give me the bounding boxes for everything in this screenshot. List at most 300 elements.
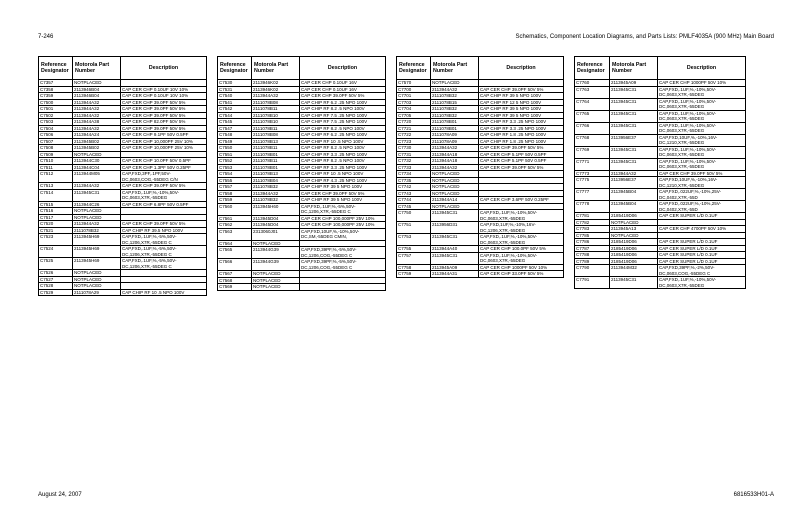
ref-designator-cell: C7753 <box>397 234 431 246</box>
part-number-cell: NOTPLACED <box>252 271 300 278</box>
table-row <box>575 158 746 170</box>
table-row <box>575 265 746 277</box>
ref-designator-cell: C7789 <box>575 258 610 265</box>
description-cell: CAP CHIP RF 7.5 .25 NPO 100V <box>300 119 386 126</box>
table-row <box>575 146 746 158</box>
ref-designator-cell: C7520 <box>39 221 73 228</box>
part-number-cell: 2113944A32 <box>73 221 121 228</box>
ref-designator-cell: C7526 <box>39 270 73 277</box>
page-header-title <box>516 34 774 40</box>
description-cell: CAP,FXD,.1UF,%,-5%,50V-DC,1206,X7R,-55DEG C <box>300 203 386 215</box>
description-cell: CAP,FXD,.022UF,%,-10%,25V-DC,0402,X7R,-55D <box>658 201 746 213</box>
part-number-cell: 2111078B08 <box>252 99 300 106</box>
ref-designator-cell: C7735 <box>397 177 431 184</box>
description-cell: CAP CHIP RF 10 .5 NPO 100V <box>300 138 386 145</box>
ref-designator-cell: C7501 <box>39 106 73 113</box>
part-number-cell: 2113944A24 <box>73 132 121 139</box>
part-number-cell: 2113945B02 <box>73 138 121 145</box>
part-number-cell: 2113944A32 <box>431 86 479 93</box>
ref-designator-cell: C7552 <box>218 158 252 165</box>
part-number-cell: 2111078B01 <box>252 151 300 158</box>
part-number-cell: 2113946K02 <box>252 80 300 87</box>
part-number-cell: 2113945C31 <box>431 252 479 264</box>
header-reference-designator: Reference Designator <box>218 57 252 80</box>
description-cell: CAP CHIP RF 39 5 NPO 100V <box>479 93 564 100</box>
ref-designator-cell: C7517 <box>39 214 73 221</box>
header-motorola-part-number: Motorola Part Number <box>73 57 121 80</box>
description-cell: CAP,FXD,39PF,%,-5%,50V-DC,1206,COG,-55DEG C <box>300 247 386 259</box>
ref-designator-cell: C7570 <box>397 80 431 87</box>
ref-designator-cell: C7528 <box>39 283 73 290</box>
table-row <box>39 189 207 201</box>
description-cell: CAP CER CHP 4700PF 50V 10% <box>658 226 746 233</box>
part-number-cell: 2111078B10 <box>252 119 300 126</box>
description-cell: CAP CER SUPER L/D 0.1UF <box>658 245 746 252</box>
part-number-cell: 2113944A38 <box>73 119 121 126</box>
description-cell: CAP,FXD,.1UF,%,-10%,50V-DC,0603,X7R,-55DEG <box>479 252 564 264</box>
part-number-cell: 2113944A32 <box>431 145 479 152</box>
description-cell: CAP CHIP RF 7.5 .25 NPO 100V <box>300 112 386 119</box>
description-cell: CAP,FXD,.1UF,%,-5%,50V-DC,1206,X7R,-55DEG C <box>121 258 207 270</box>
description-cell: CAP CHIP RF 1.8 .25 NPO 100V <box>479 138 564 145</box>
header-description: Description <box>300 57 386 80</box>
part-number-cell: 2111078B01 <box>431 119 479 126</box>
table-row <box>39 258 207 270</box>
part-number-cell: 2113944M32 <box>610 265 658 277</box>
header-reference-designator: Reference Designator <box>39 57 73 80</box>
ref-designator-cell: C7764 <box>575 98 610 110</box>
ref-designator-cell: C7527 <box>39 276 73 283</box>
description-cell <box>300 284 386 291</box>
ref-designator-cell: C7755 <box>397 246 431 253</box>
ref-designator-cell: C7542 <box>218 106 252 113</box>
part-number-cell: 2111078B04 <box>252 177 300 184</box>
description-cell: CAP,FXD,.1UF,%,-10%,50V-DC,0603,X7R,-55DEG <box>658 86 746 98</box>
description-cell: CAP,FXD,.1UF,%,-10%,50V-DC,0603,X7R,-55DEG <box>479 210 564 222</box>
ref-designator-cell: C7510 <box>39 158 73 165</box>
table-row <box>397 252 564 264</box>
description-cell: CAP CER CHP 0.10UF 10V 10% <box>121 86 207 93</box>
part-number-cell: 2113945C31 <box>610 158 658 170</box>
part-number-cell: 2111078B32 <box>431 112 479 119</box>
part-number-cell: 2313060J01 <box>252 228 300 240</box>
ref-designator-cell: C7358 <box>39 86 73 93</box>
description-cell: CAP CHIP RF 6.2 .25 NPO 100V <box>300 132 386 139</box>
ref-designator-cell: C7521 <box>39 227 73 234</box>
ref-designator-cell: C7730 <box>397 145 431 152</box>
ref-designator-cell: C7742 <box>397 184 431 191</box>
description-cell: CAP CHIP RF 39 5 NPO 100V <box>300 184 386 191</box>
part-number-cell: 2113945D04 <box>252 222 300 229</box>
ref-designator-cell: C7567 <box>218 271 252 278</box>
ref-designator-cell: C7769 <box>575 146 610 158</box>
table-row <box>575 110 746 122</box>
table-row <box>39 246 207 258</box>
part-number-cell: 2111078B01 <box>252 164 300 171</box>
description-cell: CAP CER SUPER L/D 0.1UF <box>658 213 746 220</box>
ref-designator-cell: C7550 <box>218 145 252 152</box>
ref-designator-cell: C7773 <box>575 170 610 177</box>
part-number-cell: 2111078B32 <box>252 197 300 204</box>
description-cell: CAP CER CHP 0.10UF 16V <box>300 86 386 93</box>
part-number-cell: 2185419D06 <box>610 213 658 220</box>
header-title: Schematics, Component Location Diagrams, and Parts Lists: <box>515 34 678 40</box>
part-number-cell: 2111078B32 <box>431 106 479 113</box>
description-cell: CAP CHIP RF 6.2 .25 NPO 100V <box>300 99 386 106</box>
table-row <box>39 234 207 246</box>
part-number-cell: 2113944M05 <box>73 171 121 183</box>
part-number-cell: NOTPLACED <box>73 270 121 277</box>
description-cell: CAP CER CHP 100,000PF 25V 10% <box>300 215 386 222</box>
ref-designator-cell: C7757 <box>397 252 431 264</box>
part-number-cell: 2111078B15 <box>431 99 479 106</box>
ref-designator-cell: C7564 <box>218 240 252 247</box>
description-cell: CAP CER CHP 10.0PF 50V 0.5PF <box>121 158 207 165</box>
description-cell: CAP CER CHP 1000PF 50V 10% <box>658 80 746 87</box>
ref-designator-cell: C7704 <box>397 106 431 113</box>
part-number-cell: 2113944A32 <box>73 106 121 113</box>
ref-designator-cell: C7765 <box>575 110 610 122</box>
ref-designator-cell: C7562 <box>218 222 252 229</box>
parts-table-2 <box>217 56 386 291</box>
part-number-cell: NOTPLACED <box>610 232 658 239</box>
parts-table-1 <box>38 56 207 296</box>
part-number-cell: 2113944A32 <box>610 170 658 177</box>
part-number-cell: NOTPLACED <box>73 276 121 283</box>
part-number-cell: 2113945C31 <box>610 122 658 134</box>
description-cell: CAP CHIP RF 39 5 NPO 100V <box>300 197 386 204</box>
ref-designator-cell: C7760 <box>575 80 610 87</box>
ref-designator-cell: C7788 <box>575 252 610 259</box>
part-number-cell: 2113946B04 <box>73 93 121 100</box>
part-number-cell: 2113944A14 <box>431 197 479 204</box>
description-cell: CAP CER CHP 0.10UF 16V <box>300 80 386 87</box>
ref-designator-cell: C7509 <box>39 151 73 158</box>
ref-designator-cell: C7783 <box>575 226 610 233</box>
ref-designator-cell: C7732 <box>397 158 431 165</box>
header-subtitle: PMLF4035A (900 MHz) Main Board <box>678 34 774 40</box>
part-number-cell: NOTPLACED <box>252 277 300 284</box>
part-number-cell: NOTPLACED <box>431 190 479 197</box>
table-row <box>575 201 746 213</box>
part-number-cell: 2113956E37 <box>610 134 658 146</box>
header-motorola-part-number: Motorola Part Number <box>252 57 300 80</box>
ref-designator-cell: C7560 <box>218 203 252 215</box>
part-number-cell: 2111078B11 <box>252 145 300 152</box>
ref-designator-cell: C7743 <box>397 190 431 197</box>
description-cell: CAP CER CHP 39.0PF 50V 5% <box>479 86 564 93</box>
description-cell: CAP CHIP RF 10 .5 NPO 100V <box>121 289 207 296</box>
ref-designator-cell: C7786 <box>575 239 610 246</box>
table-row <box>39 171 207 183</box>
ref-designator-cell: C7734 <box>397 171 431 178</box>
ref-designator-cell: C7731 <box>397 151 431 158</box>
part-number-cell: NOTPLACED <box>73 80 121 87</box>
ref-designator-cell: C7569 <box>218 284 252 291</box>
ref-designator-cell: C7511 <box>39 164 73 171</box>
part-number-cell: 2111078B32 <box>73 227 121 234</box>
part-number-cell: 2111078B11 <box>252 106 300 113</box>
part-number-cell: 2113945H60 <box>252 203 300 215</box>
ref-designator-cell: C7758 <box>397 264 431 271</box>
part-number-cell: NOTPLACED <box>73 283 121 290</box>
ref-designator-cell: C7506 <box>39 132 73 139</box>
ref-designator-cell: C7549 <box>218 138 252 145</box>
description-cell: CAP,FXD,.1UF,%,-5%,50V-DC,1206,X7R,-55DEG C <box>121 246 207 258</box>
part-number-cell: 2113945A09 <box>610 80 658 87</box>
ref-designator-cell: C7763 <box>575 86 610 98</box>
description-cell: CAP,FXD,10UF,%,-10%,16V-DC,1210,X7R,-55DEG <box>658 177 746 189</box>
ref-designator-cell: C7751 <box>397 222 431 234</box>
table-row <box>575 277 746 289</box>
ref-designator-cell: C7568 <box>218 277 252 284</box>
description-cell: CAP CER SUPER L/D 0.1UF <box>658 258 746 265</box>
ref-designator-cell: C7705 <box>397 112 431 119</box>
table-row <box>218 259 386 271</box>
ref-designator-cell: C7531 <box>218 86 252 93</box>
description-cell: CAP CHIP RF 1.8 .25 NPO 100V <box>479 132 564 139</box>
part-number-cell: 2113944G39 <box>252 259 300 271</box>
ref-designator-cell: C7545 <box>218 119 252 126</box>
part-number-cell: 2113956E37 <box>610 177 658 189</box>
header-description: Description <box>658 57 746 80</box>
table-row <box>39 289 207 296</box>
ref-designator-cell: C7502 <box>39 112 73 119</box>
table-row <box>575 134 746 146</box>
footer-date: August 24, 2007 <box>38 492 82 498</box>
part-number-cell: 2185419D06 <box>610 258 658 265</box>
part-number-cell: 2113946K02 <box>252 86 300 93</box>
part-number-cell: 2113945C31 <box>610 86 658 98</box>
description-cell: CAP CHIP RF 8.2 .5 NPO 100V <box>300 125 386 132</box>
ref-designator-cell: C7720 <box>397 119 431 126</box>
description-cell: CAP CER CHP 39.0PF 50V 5% <box>479 164 564 171</box>
description-cell: CAP CHIP RF 3.3 .25 NPO 100V <box>479 119 564 126</box>
ref-designator-cell: C7357 <box>39 80 73 87</box>
description-cell: CAP,FXD,10UF,%,-10%,16V-DC,1210,X7R,-55DEG <box>658 134 746 146</box>
description-cell: CAP CHIP RF 3.3 .25 NPO 100V <box>300 164 386 171</box>
description-cell: CAP CER SUPER L/D 0.1UF <box>658 239 746 246</box>
table-row <box>397 222 564 234</box>
part-number-cell: NOTPLACED <box>610 219 658 226</box>
description-cell: CAP,FXD,.1UF,%,-10%,50V-DC,0603,X7R,-55DEG <box>658 122 746 134</box>
ref-designator-cell: C7775 <box>575 177 610 189</box>
part-number-cell: NOTPLACED <box>73 208 121 215</box>
ref-designator-cell: C7750 <box>397 210 431 222</box>
description-cell: CAP,FXD,.1UF,%,-10%,50V-DC,0603,X7R,-55DEG <box>658 158 746 170</box>
part-number-cell: 2113945C31 <box>431 234 479 246</box>
description-cell: CAP CER CHP 39.0PF 50V 5% <box>121 106 207 113</box>
part-number-cell: 2113944A32 <box>73 183 121 190</box>
part-number-cell: 2111078B11 <box>252 158 300 165</box>
part-number-cell: NOTPLACED <box>431 177 479 184</box>
description-cell: CAP CER CHP 3.6PF 50V 0.25PF <box>479 197 564 204</box>
table-row <box>218 228 386 240</box>
table-row <box>218 247 386 259</box>
ref-designator-cell: C7541 <box>218 99 252 106</box>
ref-designator-cell: C7516 <box>39 208 73 215</box>
part-number-cell: NOTPLACED <box>73 214 121 221</box>
ref-designator-cell: C7554 <box>218 171 252 178</box>
description-cell: CAP CER CHP 100,000PF 25V 10% <box>300 222 386 229</box>
description-cell: CAP CHIP RF 39.5 NPO 100V <box>121 227 207 234</box>
part-number-cell: 2113944A40 <box>431 246 479 253</box>
part-number-cell: 2113945D04 <box>252 215 300 222</box>
ref-designator-cell: C7514 <box>39 189 73 201</box>
footer-doc-number: 6816533H01-A <box>733 492 774 498</box>
ref-designator-cell: C7523 <box>39 234 73 246</box>
parts-table-3 <box>396 56 564 278</box>
ref-designator-cell: C7565 <box>218 247 252 259</box>
part-number-cell: 2113944A32 <box>73 125 121 132</box>
description-cell: CAP CER CHP 10,000PF 25V 10% <box>121 145 207 152</box>
description-cell: CAP,FXD,39PF,%,-2%,50V-DC,0603,COG,-55DEG C <box>658 265 746 277</box>
ref-designator-cell: C7745 <box>397 203 431 210</box>
ref-designator-cell: C7508 <box>39 145 73 152</box>
description-cell: CAP CER CHP 39.0PF 50V 5% <box>658 170 746 177</box>
ref-designator-cell: C7703 <box>397 99 431 106</box>
ref-designator-cell: C7557 <box>218 184 252 191</box>
ref-designator-cell: C7500 <box>39 99 73 106</box>
description-cell: CAP CHIP RF 12 5 NPO 100V <box>479 99 564 106</box>
description-cell: CAP,FXD,.022UF,%,-10%,25V-DC,0402,X7R,-55D <box>658 189 746 201</box>
part-number-cell: 2113945C31 <box>610 277 658 289</box>
description-cell: CAP,FXD,10UF,%,-10%,50V-DC,SM,-55DEG CMIN, <box>300 228 386 240</box>
description-cell: CAP CER CHP 39.0PF 50V 5% <box>479 145 564 152</box>
ref-designator-cell: C7555 <box>218 177 252 184</box>
description-cell: CAP CHIP RF 39 5 NPO 100V <box>479 106 564 113</box>
description-cell: CAP CER CHP 39.0PF 50V 5% <box>121 99 207 106</box>
part-number-cell: 2111078B11 <box>252 125 300 132</box>
part-number-cell: 2113945B04 <box>610 201 658 213</box>
header-reference-designator: Reference Designator <box>575 57 610 80</box>
part-number-cell: 2111078B13 <box>252 138 300 145</box>
part-number-cell: 2113944A32 <box>431 164 479 171</box>
description-cell: CAP,FXD,.1UF,%,-10%,50V-DC,0603,X7R,-55DEG <box>658 98 746 110</box>
description-cell: CAP CHIP RF 4.3 .25 NPO 100V <box>300 177 386 184</box>
ref-designator-cell: C7766 <box>575 122 610 134</box>
table-row <box>575 189 746 201</box>
table-row <box>575 122 746 134</box>
part-number-cell: 2113945H69 <box>73 246 121 258</box>
ref-designator-cell: C7547 <box>218 125 252 132</box>
part-number-cell: 2111078B13 <box>252 171 300 178</box>
description-cell: CAP,FXD,.1UF,%,-10%,50V-DC,0603,X7R,-55DEG <box>479 234 564 246</box>
part-number-cell: 2113944A18 <box>431 151 479 158</box>
ref-designator-cell: C7524 <box>39 246 73 258</box>
ref-designator-cell: C7566 <box>218 259 252 271</box>
part-number-cell: 2111078B32 <box>431 93 479 100</box>
table-row <box>397 210 564 222</box>
part-number-cell: 2113945B02 <box>73 145 121 152</box>
ref-designator-cell: C7553 <box>218 164 252 171</box>
description-cell: CAP CER CHP 0.10UF 10V 10% <box>121 93 207 100</box>
ref-designator-cell: C7722 <box>397 132 431 139</box>
part-number-cell: 2113945B04 <box>610 189 658 201</box>
ref-designator-cell: C7759 <box>397 271 431 278</box>
ref-designator-cell: C7559 <box>218 197 252 204</box>
page-number: 7-246 <box>38 34 54 40</box>
description-cell: CAP,FXD,.1UF,%,-10%,50V-DC,0603,X7R,-55DEG <box>121 189 207 201</box>
description-cell: CAP,FXD,.1UF,%,-10%,50V-DC,0603,X7R,-55DEG <box>658 277 746 289</box>
description-cell: CAP CHIP RF 8.2 .5 NPO 100V <box>300 106 386 113</box>
part-number-cell: 2111078B10 <box>252 112 300 119</box>
description-cell: CAP CHIP RF 3.3 .25 NPO 100V <box>479 125 564 132</box>
header-motorola-part-number: Motorola Part Number <box>431 57 479 80</box>
ref-designator-cell: C7512 <box>39 171 73 183</box>
table-row <box>575 98 746 110</box>
part-number-cell: 2185419D06 <box>610 239 658 246</box>
ref-designator-cell: C7503 <box>39 119 73 126</box>
description-cell: CAP CER CHP 39.0PF 50V 5% <box>121 112 207 119</box>
ref-designator-cell: C7733 <box>397 164 431 171</box>
part-number-cell: 2111078B08 <box>252 132 300 139</box>
ref-designator-cell: C7563 <box>218 228 252 240</box>
ref-designator-cell: C7778 <box>575 201 610 213</box>
header-motorola-part-number: Motorola Part Number <box>610 57 658 80</box>
ref-designator-cell: C7777 <box>575 189 610 201</box>
description-cell: CAP CER CHP 39.0PF 50V 5% <box>300 190 386 197</box>
ref-designator-cell: C7723 <box>397 138 431 145</box>
ref-designator-cell: C7529 <box>39 289 73 296</box>
table-row <box>575 177 746 189</box>
ref-designator-cell: C7785 <box>575 232 610 239</box>
ref-designator-cell: C7544 <box>218 112 252 119</box>
ref-designator-cell: C7515 <box>39 201 73 208</box>
part-number-cell: 2113945H69 <box>73 258 121 270</box>
description-cell: CAP CER CHP 10,000PF 25V 10% <box>121 138 207 145</box>
header-description: Description <box>479 57 564 80</box>
description-cell: CAP CER CHP 5.1PF 50V 0.5PF <box>479 158 564 165</box>
part-number-cell: 2113946B04 <box>73 86 121 93</box>
part-number-cell: 2113945C31 <box>610 146 658 158</box>
description-cell: CAP CER SUPER L/D 0.1UF <box>658 252 746 259</box>
part-number-cell: 2111078B32 <box>252 184 300 191</box>
part-number-cell: 2111078A29 <box>73 289 121 296</box>
table-row <box>218 284 386 291</box>
parts-table-4 <box>574 56 746 289</box>
part-number-cell: NOTPLACED <box>252 240 300 247</box>
part-number-cell: 2113944A18 <box>431 158 479 165</box>
ref-designator-cell: C7558 <box>218 190 252 197</box>
ref-designator-cell: C7791 <box>575 277 610 289</box>
description-cell: CAP CER CHP 9.1PF 50V 0.5PF <box>121 132 207 139</box>
description-cell: CAP CER CHP 82.0PF 50V 5% <box>121 119 207 126</box>
description-cell: CAP CER CHP 1.3PF 50V 0.25PF <box>121 164 207 171</box>
description-cell: CAP CHIP RF 8.2 .5 NPO 100V <box>300 145 386 152</box>
description-cell: CAP CHIP RF 10 .5 NPO 100V <box>300 171 386 178</box>
table-row <box>575 86 746 98</box>
ref-designator-cell: C7561 <box>218 215 252 222</box>
description-cell: CAP,FXD,39PF,%,-5%,50V-DC,1206,COG,-55DEG C <box>300 259 386 271</box>
ref-designator-cell: C7781 <box>575 213 610 220</box>
part-number-cell: 2113944A32 <box>252 190 300 197</box>
ref-designator-cell: C7771 <box>575 158 610 170</box>
part-number-cell: 2113944A32 <box>73 99 121 106</box>
description-cell: CAP CHIP RF 8.2 .5 NPO 100V <box>300 158 386 165</box>
part-number-cell: 2113944G39 <box>252 247 300 259</box>
description-cell: CAP,FXD,.1UF,%,-5%,50V-DC,1206,X7R,-55DEG C <box>121 234 207 246</box>
ref-designator-cell: C7701 <box>397 93 431 100</box>
part-number-cell: 2111078A09 <box>431 138 479 145</box>
description-cell: CAP CER CHP 39.0PF 50V 5% <box>121 183 207 190</box>
description-cell: CAP CHIP RF 39 5 NPO 100V <box>479 112 564 119</box>
table-row <box>397 271 564 278</box>
ref-designator-cell: C7551 <box>218 151 252 158</box>
ref-designator-cell: C7700 <box>397 86 431 93</box>
part-number-cell: 2113956D31 <box>431 222 479 234</box>
description-cell: CAP CER CHP 33.0PF 50V 5% <box>479 271 564 278</box>
